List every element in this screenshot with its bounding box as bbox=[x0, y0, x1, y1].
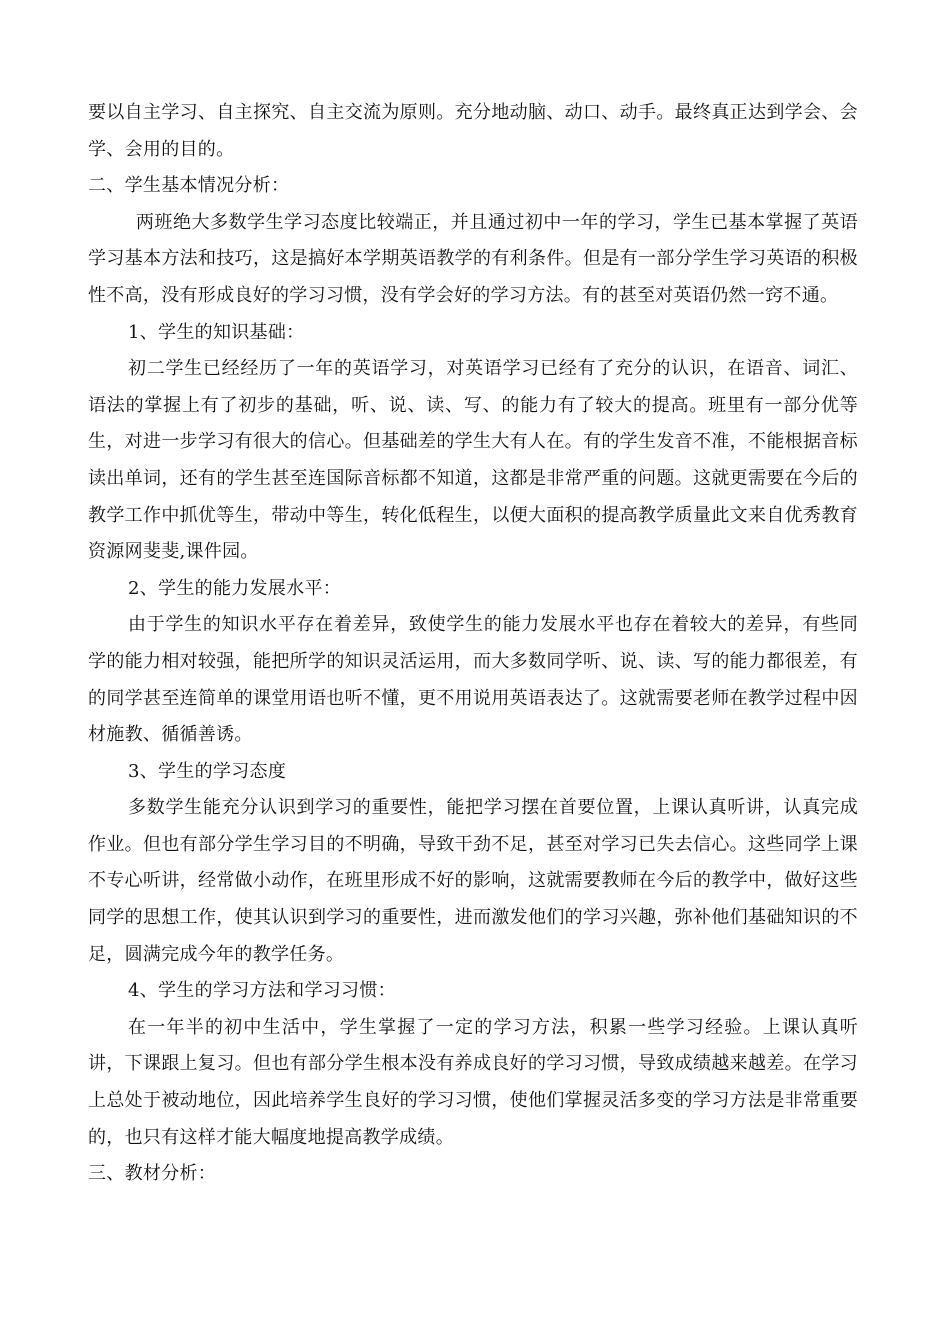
subheading-knowledge-base: 1、学生的知识基础： bbox=[128, 321, 305, 343]
subheading-methods-habits: 4、学生的学习方法和学习习惯： bbox=[128, 980, 396, 1002]
intro-paragraph: 要以自主学习、自主探究、自主交流为原则。充分地动脑、动口、动手。最终真正达到学会、会学、会用的目的。 bbox=[88, 102, 858, 160]
subheading-ability-level: 2、学生的能力发展水平： bbox=[128, 577, 342, 599]
learning-attitude-paragraph: 多数学生能充分认识到学习的重要性，能把学习摆在首要位置，上课认真听讲，认真完成作业。但也有部分学生学习目的不明确，导致干劲不足，甚至对学习已失去信心。这些同学上课不专心听讲，经常做小动作，在班里形成不好的影响，这就需要教师在今后的教学中，做好这些同学的思想工作，使其认识到学习的重要性，进而激发他们的学习兴趣，弥补他们基础知识的不足，圆满完成今年的教学任务。 bbox=[88, 797, 858, 965]
knowledge-base-paragraph: 初二学生已经经历了一年的英语学习，对英语学习已经有了充分的认识，在语音、词汇、语法的掌握上有了初步的基础，听、说、读、写、的能力有了较大的提高。班里有一部分优等生，对进一步学习有很大的信心。但基础差的学生大有人在。有的学生发音不准，不能根据音标读出单词，还有的学生甚至连国际音标都不知道，这都是非常严重的问题。这就更需要在今后的教学工作中抓优等生，带动中等生，转化低程生，以便大面积的提高教学质量此文来自优秀教育资源网斐斐,课件园。 bbox=[88, 358, 858, 563]
methods-habits-paragraph: 在一年半的初中生活中，学生掌握了一定的学习方法，积累一些学习经验。上课认真听讲，下课跟上复习。但也有部分学生根本没有养成良好的学习习惯，导致成绩越来越差。在学习上总处于被动地位，因此培养学生良好的学习习惯，使他们掌握灵活多变的学习方法是非常重要的，也只有这样才能大幅度地提高教学成绩。 bbox=[88, 1016, 858, 1148]
section-heading-textbook-analysis: 三、教材分析： bbox=[88, 1163, 217, 1185]
section-heading-student-analysis: 二、学生基本情况分析： bbox=[88, 175, 290, 197]
ability-level-paragraph: 由于学生的知识水平存在着差异，致使学生的能力发展水平也存在着较大的差异，有些同学的能力相对较强，能把所学的知识灵活运用，而大多数同学听、说、读、写的能力都很差，有的同学甚至连简单的课堂用语也听不懂，更不用说用英语表达了。这就需要老师在教学过程中因材施教、循循善诱。 bbox=[88, 614, 858, 746]
student-overview-paragraph: 两班绝大多数学生学习态度比较端正，并且通过初中一年的学习，学生已基本掌握了英语学习基本方法和技巧，这是搞好本学期英语教学的有利条件。但是有一部分学生学习英语的积极性不高，没有形成良好的学习习惯，没有学会好的学习方法。有的甚至对英语仍然一窍不通。 bbox=[88, 211, 858, 306]
subheading-learning-attitude: 3、学生的学习态度 bbox=[128, 760, 287, 782]
document-body bbox=[88, 95, 858, 1193]
